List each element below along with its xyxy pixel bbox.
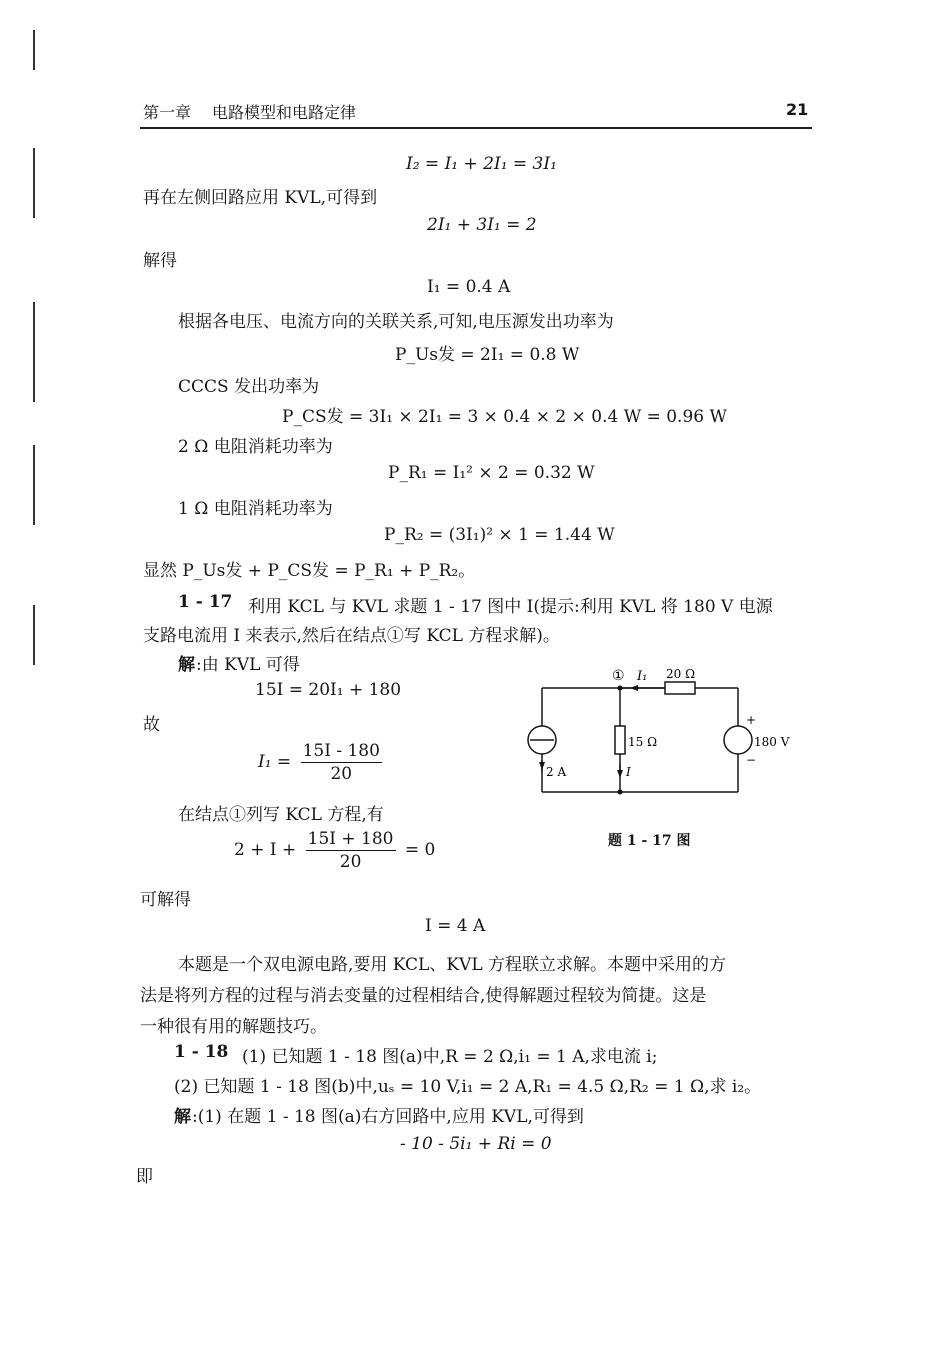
branch-current-label: I: [626, 765, 631, 779]
text-power-intro: 根据各电压、电流方向的关联关系,可知,电压源发出功率为: [178, 312, 614, 332]
text-obviously: 显然 P_Us发 + P_CS发 = P_R₁ + P_R₂。: [143, 561, 476, 581]
equation-kvl-left: 2I₁ + 3I₁ = 2: [427, 215, 537, 235]
solution-1-17-intro: :由 KVL 可得: [196, 655, 300, 675]
equation-i1-fraction: [258, 740, 386, 785]
equation-p-cs: P_CS发 = 3I₁ × 2I₁ = 3 × 0.4 × 2 × 0.4 W = 0.96 W: [282, 407, 727, 427]
kcl-lhs: 2 + I +: [234, 840, 297, 860]
paragraph-line-3: 一种很有用的解题技巧。: [140, 1017, 327, 1037]
current-source-label: 2 A: [546, 765, 567, 779]
chapter-label: 第一章: [143, 103, 192, 122]
text-kcl-node: 在结点①列写 KCL 方程,有: [178, 805, 384, 825]
text-ji: 即: [136, 1167, 153, 1187]
text-therefore: 故: [143, 715, 160, 735]
arrow-i1-icon: [630, 685, 638, 691]
resistor-20-ohm: [665, 682, 695, 694]
node-bottom-dot: [618, 790, 623, 795]
text-kvl-left: 再在左侧回路应用 KVL,可得到: [143, 188, 378, 208]
scan-margin-mark: [33, 445, 35, 525]
text-1ohm: 1 Ω 电阻消耗功率为: [178, 499, 333, 519]
fraction: [301, 740, 382, 785]
scan-margin-mark: [33, 302, 35, 402]
text-cccs: CCCS 发出功率为: [178, 377, 320, 397]
fraction-numerator: 15I + 180: [307, 829, 394, 849]
fraction-denominator: 20: [330, 764, 353, 784]
solution-label-1-18: 解: [174, 1107, 191, 1127]
problem-1-18-part2: (2) 已知题 1 - 18 图(b)中,uₛ = 10 V,i₁ = 2 A,R₁ = 4.5 Ω,R₂ = 1 Ω,求 i₂。: [174, 1077, 762, 1097]
equation-15i: 15I = 20I₁ + 180: [255, 680, 402, 700]
voltage-source-180v: [724, 726, 752, 754]
scan-margin-mark: [33, 148, 35, 218]
kcl-rhs: = 0: [404, 840, 436, 860]
text-solvable: 可解得: [140, 890, 191, 910]
equation-i1-value: I₁ = 0.4 A: [427, 277, 511, 297]
paragraph-line-2: 法是将列方程的过程与消去变量的过程相结合,使得解题过程较为简捷。这是: [140, 986, 707, 1006]
equation-kvl-1-18: - 10 - 5i₁ + Ri = 0: [400, 1134, 552, 1154]
chapter-title: 电路模型和电路定律: [212, 103, 357, 122]
page-number: 21: [786, 100, 809, 119]
equation-i2: I₂ = I₁ + 2I₁ = 3I₁: [406, 154, 557, 174]
node-1-label: ①: [612, 668, 625, 684]
fraction-numerator: 15I - 180: [302, 741, 380, 761]
paragraph-line-1: 本题是一个双电源电路,要用 KCL、KVL 方程联立求解。本题中采用的方: [178, 955, 727, 975]
equation-p-r1: P_R₁ = I₁² × 2 = 0.32 W: [388, 463, 595, 483]
equation-p-r2: P_R₂ = (3I₁)² × 1 = 1.44 W: [384, 525, 615, 545]
equation-kcl: [234, 828, 435, 873]
resistor-20-label: 20 Ω: [666, 667, 696, 681]
equation-i-value: I = 4 A: [425, 916, 486, 936]
voltage-source-label: 180 V: [754, 735, 790, 749]
voltage-minus: −: [746, 753, 757, 767]
problem-1-18-part1: (1) 已知题 1 - 18 图(a)中,R = 2 Ω,i₁ = 1 A,求电流 i;: [242, 1047, 658, 1067]
problem-number-1-17: 1 - 17: [178, 592, 233, 612]
scan-margin-mark: [33, 605, 35, 665]
figure-caption: 题 1 - 17 图: [608, 833, 691, 849]
fraction-denominator: 20: [339, 852, 362, 872]
problem-1-17-text-line1: 利用 KCL 与 KVL 求题 1 - 17 图中 I(提示:利用 KVL 将 180 V 电源: [248, 597, 773, 617]
circuit-diagram-1-17: [520, 660, 810, 810]
header-rule: [140, 127, 812, 129]
resistor-15-ohm: [615, 726, 625, 754]
problem-1-17-text-line2: 支路电流用 I 来表示,然后在结点①写 KCL 方程求解)。: [143, 626, 560, 646]
scan-margin-mark: [33, 30, 35, 70]
node-1-dot: [618, 686, 623, 691]
solution-1-18-text: :(1) 在题 1 - 18 图(a)右方回路中,应用 KVL,可得到: [192, 1107, 584, 1127]
fraction-lhs: I₁ =: [258, 752, 292, 772]
fraction: [306, 828, 396, 873]
text-solve: 解得: [143, 251, 177, 271]
text-2ohm: 2 Ω 电阻消耗功率为: [178, 437, 333, 457]
current-i1-label: I₁: [637, 669, 648, 684]
solution-label: 解: [178, 655, 195, 675]
voltage-plus: +: [746, 713, 757, 727]
resistor-15-label: 15 Ω: [628, 735, 658, 749]
problem-number-1-18: 1 - 18: [174, 1042, 229, 1062]
equation-p-us: P_Us发 = 2I₁ = 0.8 W: [395, 345, 580, 365]
